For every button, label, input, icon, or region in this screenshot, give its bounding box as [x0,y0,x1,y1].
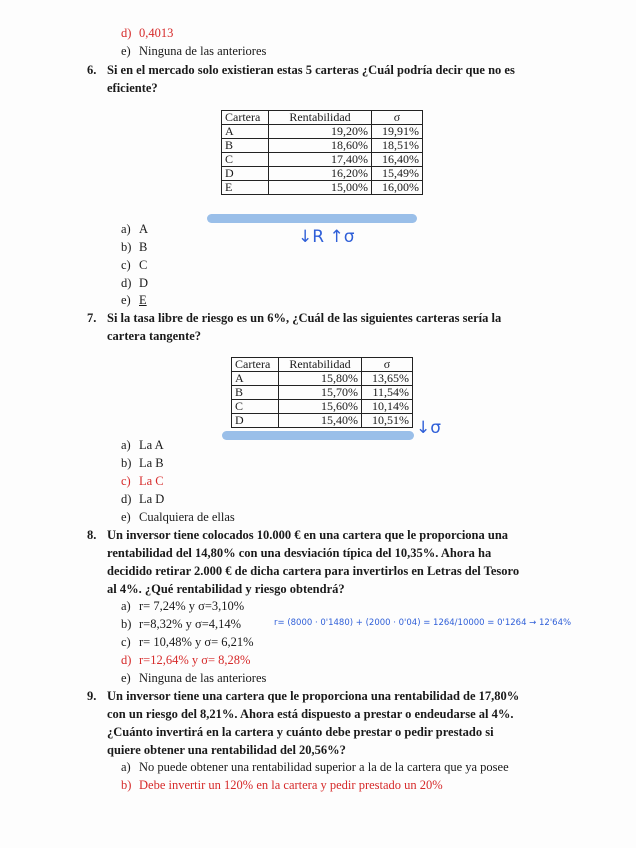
q6-text-line1: Si en el mercado solo existieran estas 5 carteras ¿Cuál podría decir que no es [107,63,515,77]
q8-text-line1: Un inversor tiene colocados 10.000 € en una cartera que le proporciona una [107,528,509,542]
handwritten-note-q7: ↓σ [416,418,442,438]
q7-text-line1: Si la tasa libre de riesgo es un 6%, ¿Cuál de las siguientes carteras sería la [107,311,502,325]
q9-option-a: a) No puede obtener una rentabilidad superior a la de la cartera que ya posee [121,760,509,774]
q6-number: 6. [87,63,97,77]
q6-option-c: c) C [121,258,148,272]
q6-option-b: b) B [121,240,148,254]
q8-option-c: c) r= 10,48% y σ= 6,21% [121,635,254,649]
table-row: D 16,20% 15,49% [222,167,423,181]
q7-option-e: e) Cualquiera de ellas [121,510,235,524]
q8-option-a: a) r= 7,24% y σ=3,10% [121,599,245,613]
q8-text-line3: decidido retirar 2.000 € de dicha cartera para invertirlos en Letras del Tesoro [107,564,520,578]
q7-number: 7. [87,311,97,325]
q7-option-b: b) La B [121,456,164,470]
q8-option-d: d) r=12,64% y σ= 8,28% [121,653,251,667]
q7-header-sigma: σ [362,358,413,372]
highlight-mark [222,431,414,440]
q7-header-rentabilidad: Rentabilidad [279,358,362,372]
q7-text-line2: cartera tangente? [107,329,202,343]
q6-header-sigma: σ [372,111,423,125]
q8-number: 8. [87,528,97,542]
q6-header-rentabilidad: Rentabilidad [269,111,372,125]
q9-option-b: b) Debe invertir un 120% en la cartera y pedir prestado un 20% [121,778,443,792]
table-row: A 19,20% 19,91% [222,125,423,139]
q7-option-a: a) La A [121,438,164,452]
q6-header-cartera: Cartera [222,111,269,125]
q9-text-line2: con un riesgo del 8,21%. Ahora está dispuesto a prestar o endeudarse al 4%. [107,707,514,721]
q7-option-c: c) La C [121,474,164,488]
q8-text-line2: rentabilidad del 14,80% con una desviación típica del 10,35%. Ahora ha [107,546,492,560]
q7-option-d: d) La D [121,492,165,506]
q7-table [231,357,413,428]
q6-option-a: a) A [121,222,149,236]
q9-number: 9. [87,689,97,703]
table-row: A 15,80% 13,65% [232,372,413,386]
table-row: B 15,70% 11,54% [232,386,413,400]
q6-option-e: e) E [121,293,147,307]
table-row: B 18,60% 18,51% [222,139,423,153]
q8-text-line4: al 4%. ¿Qué rentabilidad y riesgo obtendrá? [107,582,345,596]
option-d-prev: d) 0,4013 [121,26,174,40]
q6-option-d: d) D [121,276,149,290]
table-row: E 15,00% 16,00% [222,181,423,195]
q8-option-e: e) Ninguna de las anteriores [121,671,267,685]
highlight-mark [207,214,417,223]
table-row: C 15,60% 10,14% [232,400,413,414]
q9-text-line4: quiere obtener una rentabilidad del 20,56%? [107,743,346,757]
q8-option-b: b) r=8,32% y σ=4,14% [121,617,242,631]
q6-text-line2: eficiente? [107,81,158,95]
option-e-prev: e) Ninguna de las anteriores [121,44,267,58]
handwritten-note-q8: r= (8000 · 0'1480) + (2000 · 0'04) = 1264/10000 = 0'1264 → 12'64% [274,618,572,628]
q6-table [221,110,423,195]
q7-header-cartera: Cartera [232,358,279,372]
table-row: D 15,40% 10,51% [232,414,413,428]
handwritten-note-q6: ↓R ↑σ [298,227,355,247]
q9-text-line1: Un inversor tiene una cartera que le proporciona una rentabilidad de 17,80% [107,689,520,703]
q9-text-line3: ¿Cuánto invertirá en la cartera y cuánto debe prestar o pedir prestado si [107,725,494,739]
table-row: C 17,40% 16,40% [222,153,423,167]
